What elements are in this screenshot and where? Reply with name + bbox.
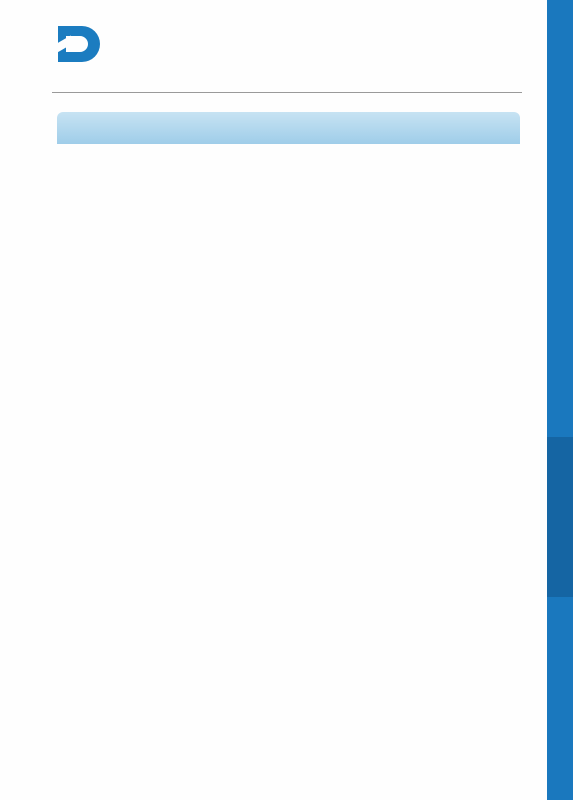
table-header: [57, 146, 520, 174]
header-divider: [52, 92, 522, 93]
table-banner: [57, 112, 520, 144]
side-band: [547, 0, 573, 800]
brand-logo-icon: [52, 18, 104, 68]
side-label-box: [547, 437, 573, 597]
